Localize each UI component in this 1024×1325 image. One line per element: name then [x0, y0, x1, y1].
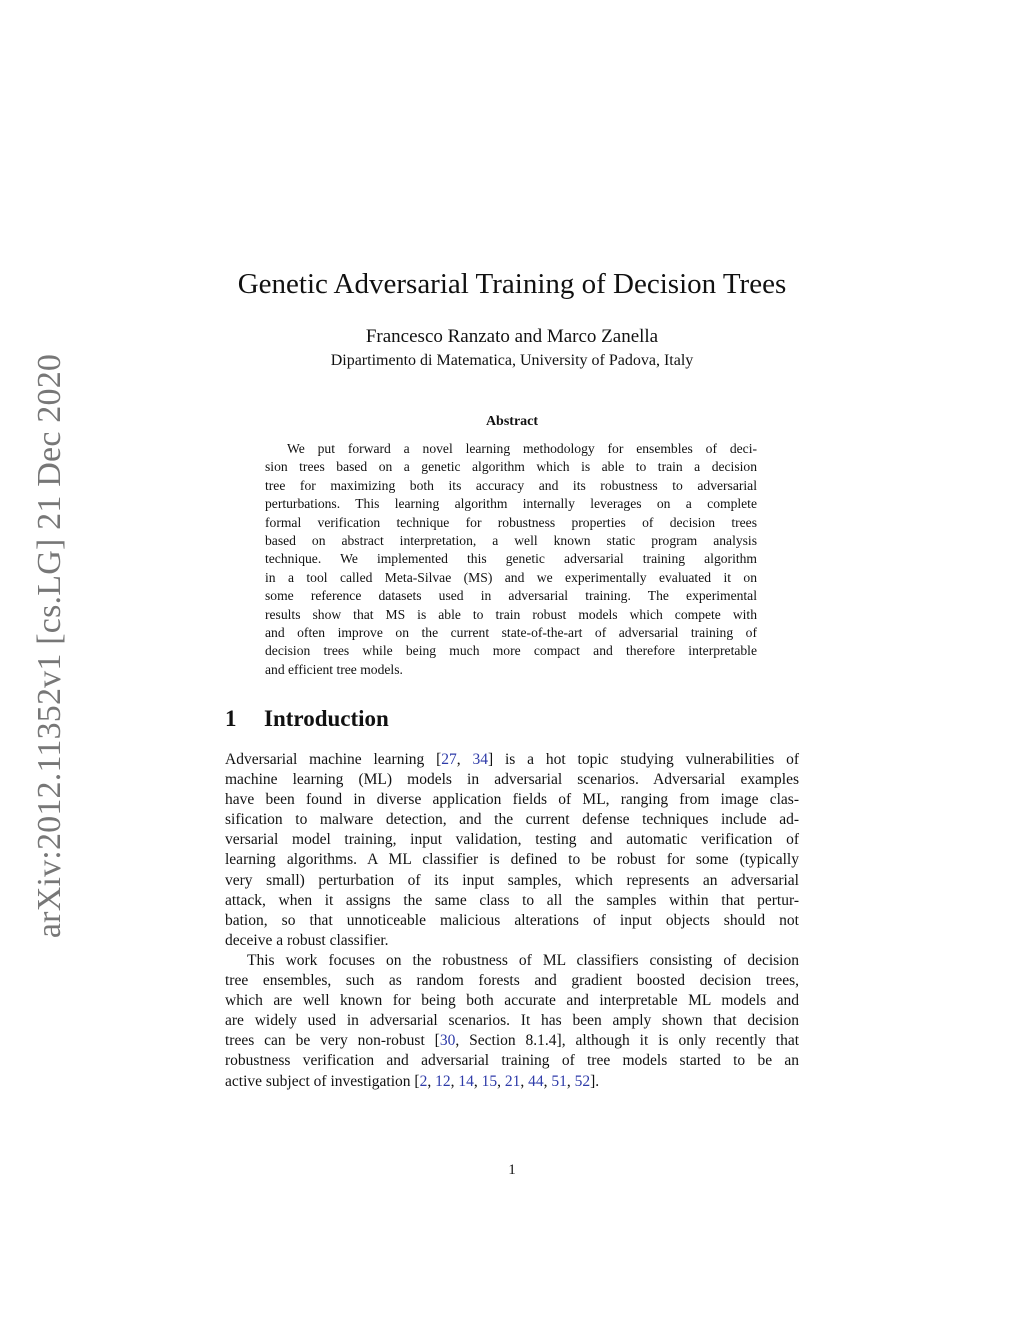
abstract-line: based on abstract interpretation, a well known static program analysis — [265, 532, 757, 548]
paragraph-line: learning algorithms. A ML classifier is defined to be robust for some (typically — [225, 851, 799, 869]
section-number: 1 — [225, 706, 237, 731]
abstract-line: formal verification technique for robustness properties of decision trees — [265, 514, 757, 530]
abstract-line: tree for maximizing both its accuracy and its robustness to adversarial — [265, 477, 757, 493]
citation-link[interactable]: 15 — [481, 1072, 498, 1090]
citation-link[interactable]: 51 — [551, 1072, 567, 1090]
paragraph-line: are widely used in adversarial scenarios. It has been amply shown that decision — [225, 1012, 799, 1030]
citation-link[interactable]: 44 — [528, 1072, 544, 1090]
paragraph-line: very small) perturbation of its input samples, which represents an adversarial — [225, 871, 799, 889]
citation-link[interactable]: 2 — [419, 1072, 428, 1090]
citation-separator: , — [497, 1072, 505, 1090]
citation-separator: , — [543, 1072, 552, 1090]
section-title: Introduction — [264, 706, 389, 731]
paragraph-line — [225, 1072, 799, 1092]
paragraph-line: bation, so that unnoticeable malicious alterations of input objects should not — [225, 911, 799, 929]
paragraph-line: versarial model training, input validation, testing and automatic verification of — [225, 831, 799, 849]
abstract-line: sion trees based on a genetic algorithm which is able to train a decision — [265, 459, 757, 475]
paper-title: Genetic Adversarial Training of Decision Trees — [237, 268, 787, 300]
line-text: active subject of investigation [ — [225, 1072, 420, 1090]
citation-link[interactable]: 21 — [504, 1072, 521, 1090]
paragraph-line: machine learning (ML) models in adversarial scenarios. Adversarial examples — [225, 771, 799, 789]
citation-link[interactable]: 14 — [458, 1072, 474, 1090]
paragraph-line: deceive a robust classifier. — [225, 931, 389, 949]
line-text: is a hot topic studying vulnerabilities of — [493, 751, 799, 768]
paragraph-line: robustness verification and adversarial training of tree models started to be an — [225, 1052, 799, 1070]
line-text: trees can be very non-robust [ — [225, 1032, 440, 1050]
paragraph-line: tree ensembles, such as random forests and gradient boosted decision trees, — [225, 972, 799, 990]
arxiv-sidebar — [28, 350, 72, 942]
citation-separator: , — [450, 1072, 459, 1090]
section-heading-introduction — [225, 706, 389, 732]
line-text: Adversarial machine learning — [225, 751, 437, 768]
abstract-line: and often improve on the current state-of-the-art of adversarial training of — [265, 624, 757, 640]
abstract-heading: Abstract — [485, 414, 539, 429]
citation-separator: , — [520, 1072, 529, 1090]
line-text: , Section 8.1.4], although it is only recently that — [455, 1032, 800, 1050]
citation-separator: , — [566, 1072, 575, 1090]
page-number: 1 — [508, 1162, 516, 1178]
paper-affiliation: Dipartimento di Matematica, University of Padova, Italy — [330, 352, 694, 369]
abstract-line: results show that MS is able to train robust models which compete with — [265, 606, 757, 622]
abstract-line: perturbations. This learning algorithm internally leverages on a complete — [265, 496, 757, 512]
paragraph-line: sification to malware detection, and the current defense techniques include ad- — [225, 811, 799, 829]
citation-link[interactable]: 27 — [441, 751, 457, 768]
citation-link[interactable]: 12 — [435, 1072, 451, 1090]
abstract-body — [265, 440, 757, 679]
abstract-line: some reference datasets used in adversarial training. The experimental — [265, 588, 757, 604]
citation-link[interactable]: 52 — [574, 1072, 591, 1090]
abstract-line: decision trees while being much more compact and therefore interpretable — [265, 643, 757, 659]
paragraph-line — [225, 1031, 799, 1051]
paper-authors: Francesco Ranzato and Marco Zanella — [365, 326, 659, 347]
paragraph-line: which are well known for being both accurate and interpretable ML models and — [225, 992, 799, 1010]
citation-separator: , — [473, 1072, 482, 1090]
paragraph-line: This work focuses on the robustness of ML classifiers consisting of decision — [247, 951, 799, 969]
line-text: ]. — [590, 1072, 600, 1090]
paragraph-line: attack, when it assigns the same class to all the samples within that pertur- — [225, 891, 799, 909]
abstract-line: in a tool called Meta-Silvae (MS) and we experimentally evaluated it on — [265, 569, 757, 585]
introduction-body — [225, 750, 799, 1092]
paragraph-line: Adversarial machine learning [27, 34] is a hot topic studying vulnerabilities of — [225, 751, 799, 768]
citation-separator: , — [456, 751, 473, 768]
citation-link[interactable]: 30 — [439, 1032, 456, 1050]
arxiv-identifier: arXiv:2012.11352v1 [cs.LG] 21 Dec 2020 — [31, 353, 68, 939]
abstract-line: technique. We implemented this genetic adversarial training algorithm — [265, 551, 757, 567]
abstract-line: and efficient tree models. — [265, 661, 403, 677]
citation-link[interactable]: 34 — [472, 751, 488, 768]
abstract-line: We put forward a novel learning methodology for ensembles of deci- — [287, 441, 757, 456]
paragraph-line: have been found in diverse application fields of ML, ranging from image clas- — [225, 791, 799, 809]
citation-separator: , — [427, 1072, 436, 1090]
